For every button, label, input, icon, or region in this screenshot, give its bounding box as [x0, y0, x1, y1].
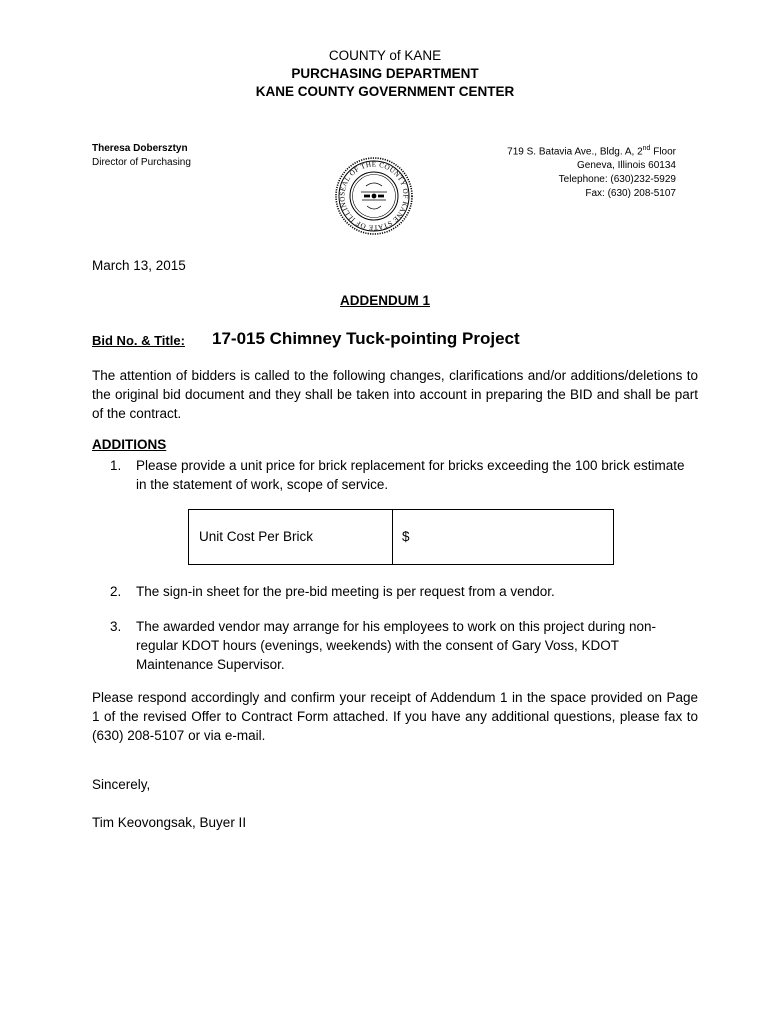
- letter-date: March 13, 2015: [92, 258, 186, 273]
- item-number: 2.: [110, 584, 122, 599]
- addition-item-2: [110, 582, 698, 601]
- director-title: Director of Purchasing: [92, 157, 191, 168]
- bid-label: Bid No. & Title:: [92, 333, 185, 348]
- address-sup: nd: [642, 145, 651, 152]
- address-line-1: [440, 142, 676, 159]
- salutation: Sincerely,: [92, 777, 151, 792]
- additions-heading: ADDITIONS: [92, 437, 167, 452]
- item-text: The sign-in sheet for the pre-bid meeting is per request from a vendor.: [136, 584, 555, 599]
- unit-cost-label: Unit Cost Per Brick: [199, 529, 314, 544]
- county-name: COUNTY of KANE: [328, 48, 442, 63]
- department-name: [0, 65, 770, 83]
- intro-paragraph: The attention of bidders is called to the following changes, clarifications and/or additions/deletions to the original bid document and they shall be taken into account in preparing the BID and shall be part of the contract.: [92, 368, 698, 421]
- government-center: [0, 83, 770, 101]
- item-number: 1.: [110, 458, 122, 473]
- item-text: Please provide a unit price for brick replacement for bricks exceeding the 100 brick estimate in the statement of work, scope of service.: [136, 458, 685, 492]
- item-text: The awarded vendor may arrange for his employees to work on this project during non-regular KDOT hours (evenings, weekends) with the consent of Gary Voss, KDOT Maintenance Supervisor.: [136, 619, 657, 672]
- county-seal-icon: [334, 156, 414, 236]
- addition-item-1: [110, 456, 698, 494]
- address-line-1-end: Floor: [650, 146, 676, 158]
- unit-cost-value: $: [402, 529, 410, 544]
- address-line-1-main: 719 S. Batavia Ave., Bldg. A, 2: [507, 146, 643, 158]
- seal-ring-text: SEAL OF THE COUNTY OF KANE STATE OF ILLINO: [338, 160, 410, 232]
- center-label: KANE COUNTY GOVERNMENT CENTER: [255, 84, 515, 99]
- unit-cost-label-cell: [189, 510, 393, 564]
- unit-cost-table: [188, 509, 614, 565]
- director-block: [92, 142, 191, 170]
- fax: Fax: (630) 208-5107: [585, 188, 676, 200]
- telephone: Telephone: (630)232-5929: [558, 174, 676, 186]
- closing-paragraph: Please respond accordingly and confirm your receipt of Addendum 1 in the space provided on Page 1 of the revised Offer to Contract Form attached. If you have any additional questions, please fax to (630) 208-5107 or via e-mail.: [92, 690, 698, 743]
- item-number: 3.: [110, 619, 122, 634]
- address-line-2: Geneva, Illinois 60134: [577, 160, 676, 172]
- department-label: PURCHASING DEPARTMENT: [291, 66, 479, 81]
- addition-item-3: [110, 617, 698, 674]
- addendum-heading: ADDENDUM 1: [339, 293, 430, 308]
- signature: Tim Keovongsak, Buyer II: [92, 815, 247, 830]
- address-block: [440, 142, 676, 201]
- bid-title: 17-015 Chimney Tuck-pointing Project: [212, 329, 520, 348]
- director-name: Theresa Dobersztyn: [92, 143, 188, 154]
